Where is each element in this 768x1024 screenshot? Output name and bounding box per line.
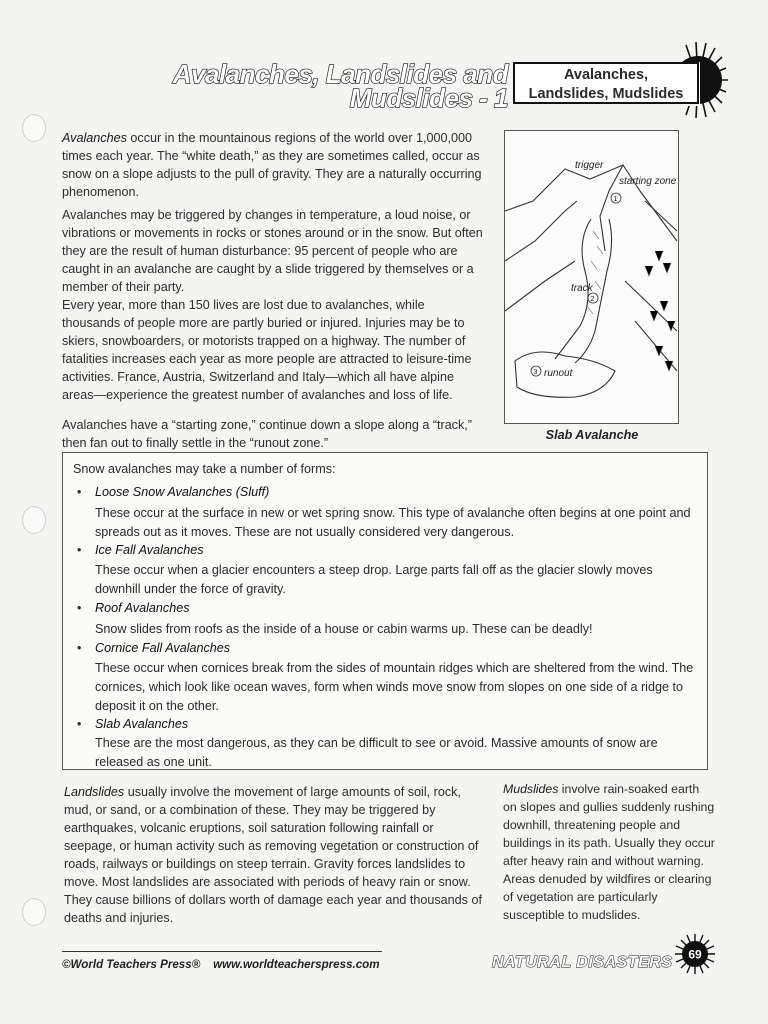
topic-tag: Avalanches, Landslides, Mudslides bbox=[513, 62, 699, 104]
form-desc: These occur at the surface in new or wet spring snow. This type of avalanche often begins at one point and spreads out as it moves. These are not usually considered very dangerous. bbox=[95, 506, 691, 539]
series-title: NATURAL DISASTERS bbox=[492, 954, 673, 971]
form-item: • Loose Snow Avalanches (Sluff) bbox=[77, 485, 270, 499]
page-title: Avalanches, Landslides and bbox=[172, 59, 508, 89]
page-title-line2: Mudslides - 1 bbox=[349, 83, 508, 113]
mudslides-paragraph: Mudslides involve rain-soaked earth on slopes and gullies suddenly rushing downhill, threatening people and buildings in its path. Usually they occur after heavy rain and without warning. Areas denuded by wildfires or clearing of vegetation are particularly susceptible to mudslides. bbox=[503, 782, 715, 922]
label-number-3: 3 bbox=[533, 369, 538, 376]
footer-url: www.worldteacherspress.com bbox=[213, 958, 380, 971]
footer-rule bbox=[62, 951, 382, 952]
label-runout: runout bbox=[544, 368, 573, 379]
form-desc: These occur when cornices break from the sides of mountain ridges which are sheltered from the wind. The cornices, which look like ocean waves, form when winds move snow from slopes on one side of a ridge to deposit it on the other. bbox=[95, 661, 694, 713]
intro-paragraph-3: Every year, more than 150 lives are lost due to avalanches, while thousands of people more are partly buried or injured. Injuries may be to skiers, snowboarders, or motorists trapped on a highway. The number of fatalities increases each year as more people are attracted to leisure-time activities. France, Austria, Switzerland and Italy—which all have alpine areas—experience the greatest number of avalanches and loss of life. bbox=[62, 298, 472, 402]
mountain-illustration bbox=[505, 131, 678, 423]
avalanche-forms-box bbox=[62, 452, 708, 770]
form-desc: These occur when a glacier encounters a steep drop. Large parts fall off as the glacier slowly moves downhill under the force of gravity. bbox=[95, 563, 653, 596]
figure-caption: Slab Avalanche bbox=[545, 428, 639, 442]
punch-hole bbox=[22, 506, 46, 534]
label-starting-zone: starting zone bbox=[619, 176, 677, 187]
landslides-paragraph: Landslides usually involve the movement of large amounts of soil, rock, mud, or sand, or a combination of these. They may be triggered by earthquakes, volcanic eruptions, soil saturation following rainfall or seepage, or human activity such as removing vegetation or construction of roads, railways or buildings on steep terrain. Gravity forces landslides to move. Most landslides are associated with periods of heavy rain or snow. They cause billions of dollars worth of damage each year and thousands of deaths and injuries. bbox=[64, 785, 482, 925]
punch-hole bbox=[22, 114, 46, 142]
form-item: • Slab Avalanches bbox=[77, 717, 189, 731]
footer-publisher: ©World Teachers Press® www.worldteacherspress.com bbox=[62, 958, 380, 971]
page-number: 69 bbox=[688, 947, 702, 962]
label-trigger: trigger bbox=[575, 160, 604, 171]
label-number-1: 1 bbox=[613, 196, 618, 203]
intro-paragraph-2: Avalanches may be triggered by changes in temperature, a loud noise, or vibrations or movements in rocks or stones around or in the snow. But often they are the result of human disturbance: 95 percent of people who are caught in an avalanche are caught by a slide triggered by themselves or a member of their party. bbox=[62, 208, 483, 294]
form-item: • Ice Fall Avalanches bbox=[77, 543, 204, 557]
form-item: • Cornice Fall Avalanches bbox=[77, 641, 231, 655]
forms-intro: Snow avalanches may take a number of forms: bbox=[73, 462, 336, 476]
label-number-2: 2 bbox=[590, 296, 595, 303]
page-number-badge bbox=[674, 933, 716, 975]
form-desc: These are the most dangerous, as they can be difficult to see or avoid. Massive amounts of snow are released as one unit. bbox=[95, 736, 658, 769]
label-track: track bbox=[571, 283, 593, 294]
intro-paragraph-4: Avalanches have a “starting zone,” continue down a slope along a “track,” then fan out to finally settle in the “runout zone.” bbox=[62, 418, 473, 450]
slab-avalanche-figure bbox=[504, 130, 679, 424]
form-desc: Snow slides from roofs as the inside of a house or cabin warms up. These can be deadly! bbox=[95, 622, 593, 636]
intro-paragraph-1: Avalanches occur in the mountainous regions of the world over 1,000,000 times each year. The “white death,” as they are sometimes called, occur as snow on a slope adjusts to the pull of gravity. They are a naturally occurring phenomenon. bbox=[62, 131, 482, 199]
punch-hole bbox=[22, 898, 46, 926]
form-item: • Roof Avalanches bbox=[77, 601, 190, 615]
